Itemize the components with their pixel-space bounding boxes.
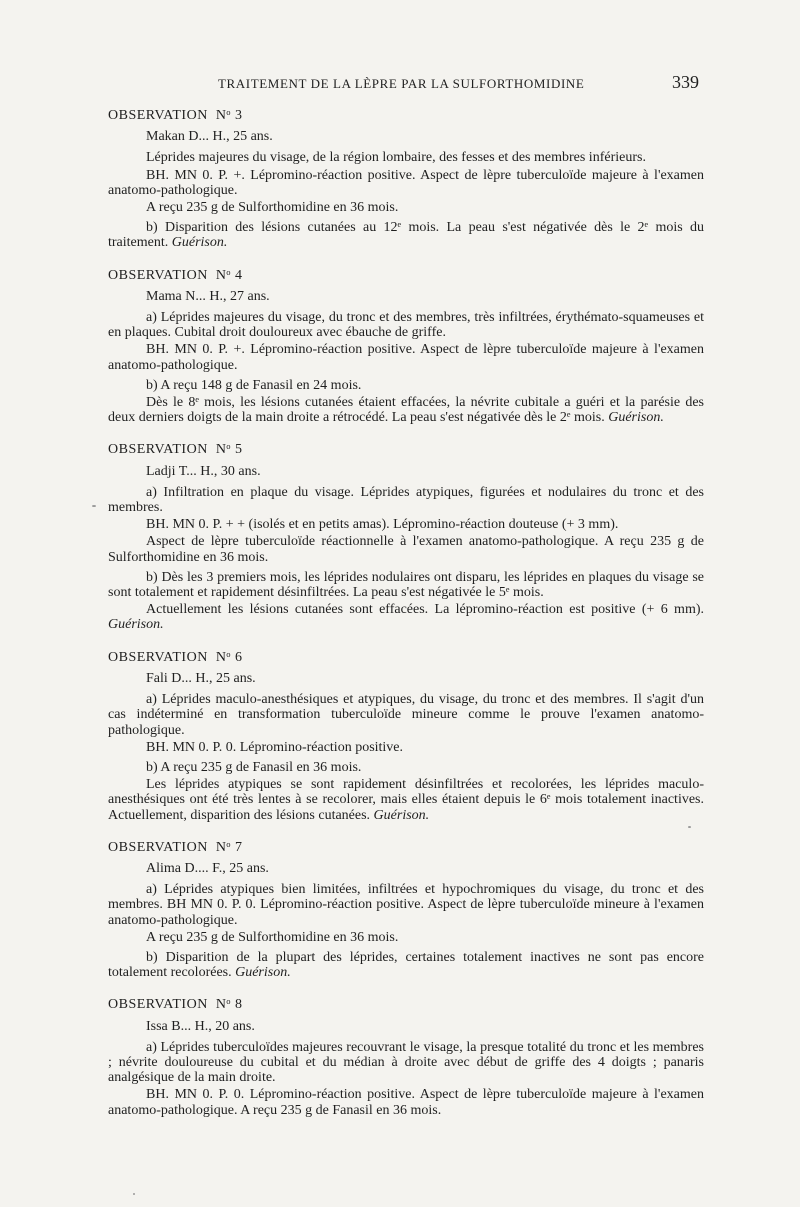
observation-heading bbox=[108, 108, 704, 123]
clinical-paragraph: a) Léprides atypiques bien limitées, infiltrées et hypochromiques du visage, du tronc et des membres. BH MN 0. P. 0. Lépromino-réaction positive. Aspect de lèpre tuberculoïde mineure à l'examen anatomo-pathologique. bbox=[108, 882, 704, 928]
observation-7 bbox=[108, 840, 704, 981]
clinical-paragraph: Aspect de lèpre tuberculoïde réactionnelle à l'examen anatomo-pathologique. A reçu 235 g de Sulforthomidine en 36 mois. bbox=[108, 534, 704, 565]
outcome-label: Guérison. bbox=[235, 965, 291, 981]
patient-identity: Fali D... H., 25 ans. bbox=[146, 670, 256, 686]
clinical-paragraph: a) Infiltration en plaque du visage. Léprides atypiques, figurées et nodulaires du tronc et des membres. bbox=[108, 484, 704, 516]
patient-identity: Mama N... H., 27 ans. bbox=[146, 288, 270, 304]
clinical-paragraph: A reçu 235 g de Sulforthomidine en 36 mois. bbox=[146, 200, 399, 216]
clinical-paragraph: BH. MN 0. P. +. Lépromino-réaction positive. Aspect de lèpre tuberculoïde majeure à l'examen anatomo-pathologique. bbox=[108, 167, 704, 198]
observation-label: OBSERVATION bbox=[108, 442, 208, 458]
observation-number: Nᵒ 7 bbox=[215, 839, 243, 855]
clinical-paragraph: a) Léprides tuberculoïdes majeures recouvrant le visage, la presque totalité du tronc et les membres ; névrite douloureuse du cubital et du médian à droite avec début de griffe des 4 doigts ; panaris analgésique de la main droite. bbox=[108, 1039, 704, 1086]
observation-heading bbox=[108, 840, 704, 855]
observation-label: OBSERVATION bbox=[108, 839, 208, 855]
observation-label: OBSERVATION bbox=[108, 997, 208, 1013]
clinical-paragraph: A reçu 235 g de Sulforthomidine en 36 mois. bbox=[146, 929, 399, 945]
observation-number: Nᵒ 3 bbox=[215, 108, 243, 123]
clinical-paragraph: a) Léprides majeures du visage, du tronc et des membres, très infiltrées, érythémato-squameuses et en plaques. Cubital droit douloureux avec ébauche de griffe. bbox=[108, 310, 704, 341]
observation-heading bbox=[108, 268, 704, 283]
clinical-paragraph: b) Disparition de la plupart des léprides, certaines totalement inactives ne sont pas encore totalement recolorées. Guérison. bbox=[108, 949, 704, 981]
outcome-label: Guérison. bbox=[108, 617, 164, 633]
clinical-paragraph: Léprides majeures du visage, de la région lombaire, des fesses et des membres inférieurs. bbox=[146, 150, 646, 166]
page-body bbox=[108, 108, 704, 1120]
scan-speck bbox=[133, 1193, 135, 1195]
clinical-paragraph: b) A reçu 148 g de Fanasil en 24 mois. bbox=[146, 377, 362, 393]
observation-label: OBSERVATION bbox=[108, 108, 208, 123]
scan-speck bbox=[92, 505, 96, 507]
clinical-paragraph: b) Dès les 3 premiers mois, les léprides nodulaires ont disparu, les léprides en plaques du visage se sont totalement et rapidement désinfiltrées. La peau s'est négativée le 5ᵉ mois. bbox=[108, 569, 704, 601]
patient-identity: Makan D... H., 25 ans. bbox=[146, 129, 273, 145]
observation-heading bbox=[108, 650, 704, 665]
clinical-paragraph: a) Léprides maculo-anesthésiques et atypiques, du visage, du tronc et des membres. Il s'agit d'un cas indéterminé en transformation tuberculoïde mineure comme le prouve l'examen anatomo-pathologique. bbox=[108, 692, 704, 738]
clinical-paragraph: b) A reçu 235 g de Fanasil en 36 mois. bbox=[146, 759, 362, 775]
observation-6 bbox=[108, 650, 704, 823]
clinical-paragraph: b) Disparition des lésions cutanées au 12ᵉ mois. La peau s'est négativée dès le 2ᵉ mois du traitement. Guérison. bbox=[108, 220, 704, 251]
outcome-label: Guérison. bbox=[373, 807, 430, 823]
clinical-paragraph: BH. MN 0. P. 0. Lépromino-réaction positive. Aspect de lèpre tuberculoïde majeure à l'examen anatomo-pathologique. A reçu 235 g de Fanasil en 36 mois. bbox=[108, 1087, 704, 1118]
observation-label: OBSERVATION bbox=[108, 649, 208, 665]
observation-4 bbox=[108, 268, 704, 426]
observation-number: Nᵒ 5 bbox=[215, 442, 243, 458]
observation-heading bbox=[108, 997, 704, 1012]
outcome-label: Guérison. bbox=[608, 410, 664, 426]
observation-8 bbox=[108, 997, 704, 1117]
observation-number: Nᵒ 8 bbox=[215, 997, 243, 1013]
scan-speck bbox=[688, 826, 691, 828]
observation-label: OBSERVATION bbox=[108, 267, 208, 283]
observation-number: Nᵒ 6 bbox=[215, 649, 243, 665]
clinical-paragraph: Actuellement les lésions cutanées sont effacées. La lépromino-réaction est positive (+ 6 mm). Guérison. bbox=[108, 602, 704, 633]
patient-identity: Issa B... H., 20 ans. bbox=[146, 1018, 255, 1034]
clinical-paragraph: BH. MN 0. P. +. Lépromino-réaction positive. Aspect de lèpre tuberculoïde majeure à l'examen anatomo-pathologique. bbox=[108, 342, 704, 373]
observation-5 bbox=[108, 442, 704, 632]
observation-heading bbox=[108, 442, 704, 457]
running-title: TRAITEMENT DE LA LÈPRE PAR LA SULFORTHOMIDINE bbox=[218, 76, 585, 91]
page-number: 339 bbox=[672, 72, 699, 92]
observation-3 bbox=[108, 108, 704, 251]
clinical-paragraph: Dès le 8ᵉ mois, les lésions cutanées étaient effacées, la névrite cubitale a guéri et la parésie des deux derniers doigts de la main droite a rétrocédé. La peau s'est négativée dès le 2ᵉ mois. Guérison. bbox=[108, 395, 704, 426]
observation-number: Nᵒ 4 bbox=[215, 267, 243, 283]
outcome-label: Guérison. bbox=[171, 235, 228, 251]
patient-identity: Ladji T... H., 30 ans. bbox=[146, 463, 261, 479]
patient-identity: Alima D.... F., 25 ans. bbox=[146, 860, 269, 876]
clinical-paragraph: Les léprides atypiques se sont rapidement désinfiltrées et recolorées, les léprides maculo-anesthésiques ont été très lentes à se recolorer, mais elles étaient depuis le 6ᵉ mois totalement inactives. Actuellement, disparition des lésions cutanées. Guérison. bbox=[108, 777, 704, 823]
clinical-paragraph: BH. MN 0. P. 0. Lépromino-réaction positive. bbox=[146, 739, 404, 755]
clinical-paragraph: BH. MN 0. P. + + (isolés et en petits amas). Lépromino-réaction douteuse (+ 3 mm). bbox=[146, 517, 619, 533]
